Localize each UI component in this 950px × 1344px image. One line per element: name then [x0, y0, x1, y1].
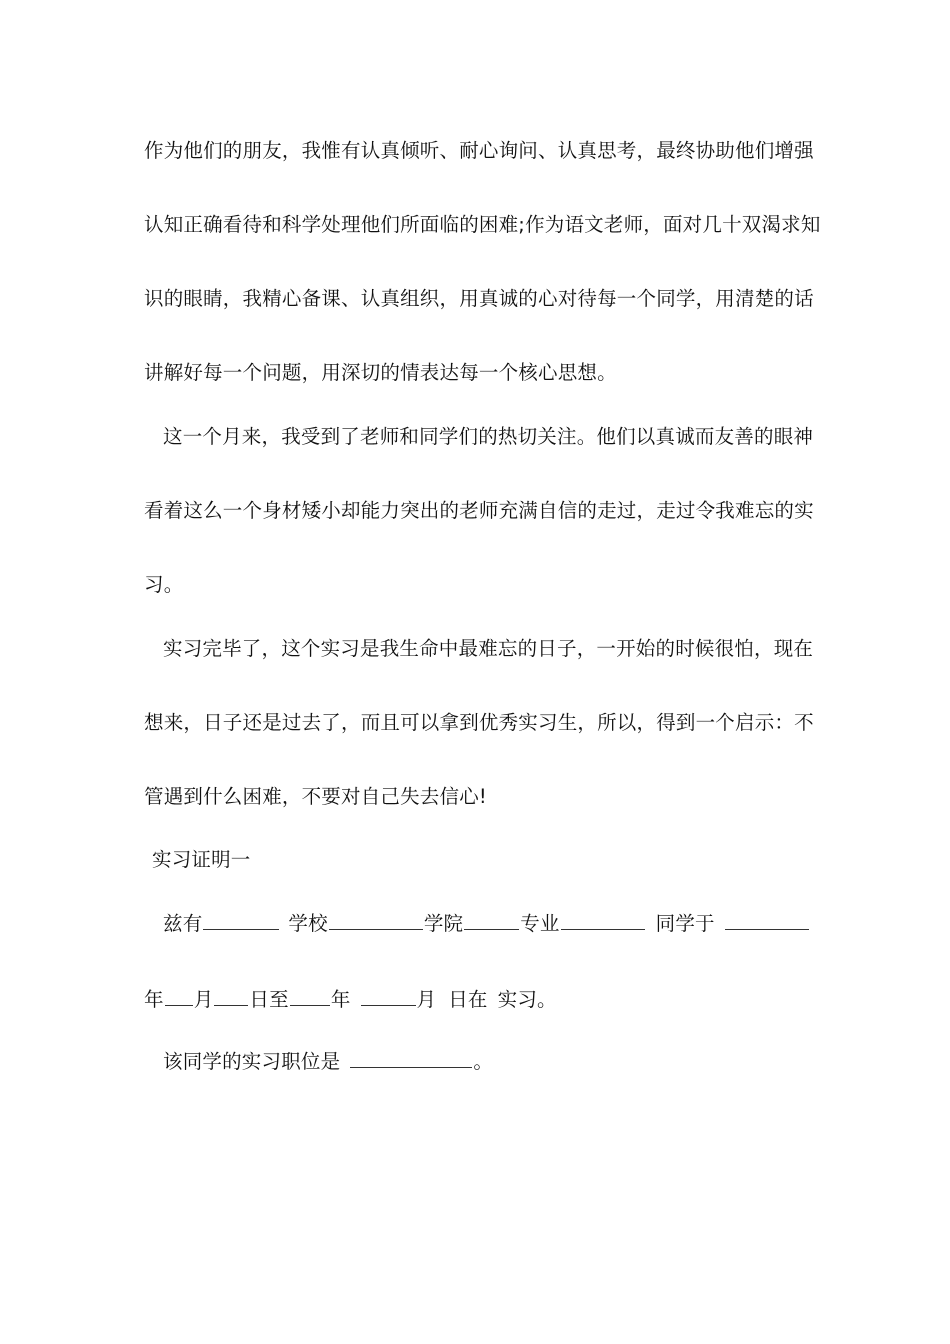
- paragraph-3-line-3: 管遇到什么困难，不要对自己失去信心!: [144, 785, 487, 808]
- paragraph-2-line-3: 习。: [144, 573, 184, 596]
- college-blank[interactable]: [329, 909, 423, 930]
- label-day-to: 日至: [249, 988, 289, 1011]
- label-major: 专业: [520, 912, 560, 935]
- label-school: 学校: [288, 912, 328, 935]
- label-day-at: 日在: [448, 988, 488, 1011]
- label-position: 该同学的实习职位是: [163, 1050, 341, 1073]
- paragraph-3-line-2: 想来，日子还是过去了，而且可以拿到优秀实习生，所以，得到一个启示：不: [144, 711, 814, 734]
- label-month-2: 月: [416, 988, 437, 1011]
- certificate-row-1: [163, 909, 810, 937]
- paragraph-3-line-1: 实习完毕了，这个实习是我生命中最难忘的日子，一开始的时候很怕，现在: [163, 637, 814, 660]
- paragraph-1-line-1: 作为他们的朋友，我惟有认真倾听、耐心询问、认真思考，最终协助他们增强: [144, 139, 814, 162]
- paragraph-1-line-4: 讲解好每一个问题，用深切的情表达每一个核心思想。: [144, 361, 617, 384]
- label-internship: 实习。: [497, 988, 557, 1011]
- major-blank[interactable]: [464, 909, 519, 930]
- label-period: 。: [473, 1050, 494, 1073]
- start-day-blank[interactable]: [214, 985, 248, 1006]
- student-name-blank[interactable]: [561, 909, 645, 930]
- start-year-blank[interactable]: [725, 909, 809, 930]
- paragraph-1-line-2: 认知正确看待和科学处理他们所面临的困难;作为语文老师，面对几十双渴求知: [144, 213, 821, 236]
- end-month-blank[interactable]: [361, 985, 416, 1006]
- paragraph-1-line-3: 识的眼睛，我精心备课、认真组织，用真诚的心对待每一个同学，用清楚的话: [144, 287, 814, 310]
- position-blank[interactable]: [350, 1047, 472, 1068]
- end-year-blank[interactable]: [290, 985, 330, 1006]
- label-student-from: 同学于: [655, 912, 715, 935]
- label-year-1: 年: [144, 988, 164, 1011]
- label-year-2: 年: [330, 988, 351, 1011]
- paragraph-2-line-2: 看着这么一个身材矮小却能力突出的老师充满自信的走过，走过令我难忘的实: [144, 499, 814, 522]
- certificate-heading: 实习证明一: [152, 848, 251, 871]
- certificate-row-2: [144, 985, 557, 1013]
- label-college: 学院: [423, 912, 464, 935]
- school-blank[interactable]: [203, 909, 279, 930]
- label-zi-you: 兹有: [163, 912, 203, 935]
- start-month-blank[interactable]: [165, 985, 193, 1006]
- certificate-row-3: [163, 1047, 493, 1075]
- label-month-1: 月: [193, 988, 214, 1011]
- paragraph-2-line-1: 这一个月来，我受到了老师和同学们的热切关注。他们以真诚而友善的眼神: [163, 425, 814, 448]
